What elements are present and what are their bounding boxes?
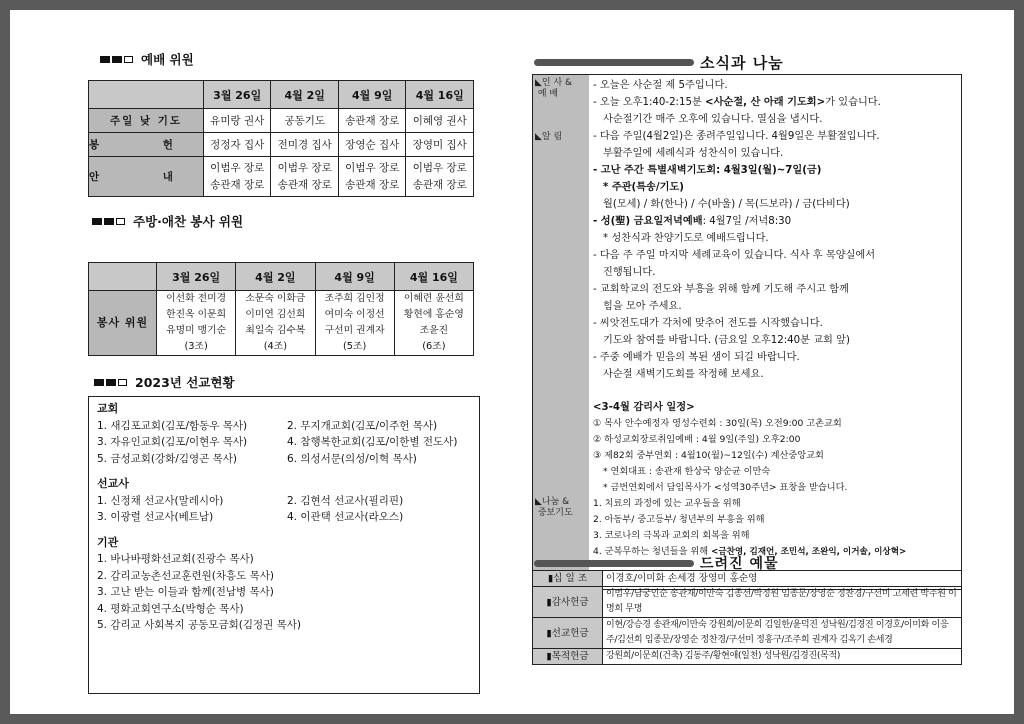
list-item: 1. 새김포교회(김포/함동우 목사) 2. 무지개교회(김포/이주헌 목사) (97, 419, 438, 432)
table-row: 봉 헌 정정자 집사 전미경 집사 장영순 집사 장영미 집사 (89, 133, 474, 157)
table-row: ▮선교헌금 이현/강승경 송관재/이만숙 강원희/이문희 김일한/윤덕진 성낙원/김경진 이경호/이미화 이응주/김선희 임종문/장영순 정찬경/구선미 정홍구/조주희 권계자 김옥기 손세경 (533, 618, 962, 649)
mission-section-title: 2023년 선교현황 (94, 371, 235, 393)
schedule-title: <3-4월 감리사 일정> (593, 402, 695, 413)
team-cell: 조주희 김인정 여미숙 이정선 구선미 권계자 (5조) (315, 291, 394, 356)
table-row: ▮감사헌금 이범우/남궁인순 송관재/이만숙 김종선/박정원 임종문/장영순 정찬경/구선미 고세련 박주원 이명희 무명 (533, 587, 962, 618)
list-item: 5. 감리교 사회복지 공동모금회(김정권 목사) (97, 619, 301, 631)
square-icon (104, 218, 114, 225)
table-row: ▮십 일 조 이경호/이미화 손세경 장영미 홍순영 (533, 571, 962, 587)
offering-table (532, 570, 962, 665)
worship-table (88, 80, 474, 197)
list-item: 1. 바나바평화선교회(진광수 목사) (97, 553, 254, 565)
team-cell: 이혜련 윤선희 황현에 홍순영 조윤진 (6조) (394, 291, 473, 356)
news-title-row (534, 52, 784, 73)
date-header: 4월 16일 (406, 81, 474, 109)
list-item: 3. 이광렬 선교사(베트남) 4. 이관택 선교사(라오스) (97, 511, 404, 523)
title-bar (534, 560, 694, 567)
team-cell: 이선화 전미경 한진옥 이문희 유명미 맹기순 (3조) (157, 291, 236, 356)
title-bar (534, 59, 694, 66)
news-box (532, 74, 962, 590)
date-header: 4월 9일 (338, 81, 406, 109)
square-outline-icon (118, 379, 127, 386)
square-icon (92, 218, 102, 225)
square-icon (94, 379, 104, 386)
side-label-invite: ◣인 사 & 예 배 (535, 78, 573, 99)
list-item: 3. 자유인교회(김포/이현우 목사) 4. 참행복한교회(김포/이한별 전도사) (97, 436, 458, 448)
date-header: 3월 26일 (157, 263, 236, 291)
square-icon (112, 56, 122, 63)
list-item: 4. 평화교회연구소(박형순 목사) (97, 602, 244, 615)
square-icon (100, 56, 110, 63)
news-title: 소식과 나눔 (700, 54, 784, 72)
kitchen-table (88, 262, 474, 356)
table-row: 안 내 이범우 장로 송관재 장로 이범우 장로 송관재 장로 이범우 장로 송관재 장로 이범우 장로 송관재 장로 (89, 157, 474, 197)
table-row: 주일 낮 기도 유미랑 권사 공동기도 송관재 장로 이혜영 권사 (89, 109, 474, 133)
side-label-share: ◣나눔 & 중보기도 (535, 497, 573, 518)
table-corner (89, 81, 204, 109)
worship-section-title: 예배 위원 (100, 48, 194, 70)
date-header: 3월 26일 (203, 81, 271, 109)
square-icon (106, 379, 116, 386)
table-row: ▮목적헌금 강원희/이문희(건축) 김동주/황현애(일천) 성낙원/김경진(목적) (533, 649, 962, 665)
table-corner (89, 263, 157, 291)
mission-box: 교회 1. 새김포교회(김포/함동우 목사) 2. 무지개교회(김포/이주헌 목사) 3. 자유인교회(김포/이현우 목사) 4. 참행복한교회(김포/이한별 전도사) 5. 금성교회(강화/김영곤 목사) 6. 의성서문(의성/이혁 목사) 선교사 1. 신정채 선교사(말레시아) 2. 김현석 선교사(필리핀) 3. 이광렬 선교사(베트남) 4. 이관택 선교사(라오스) 기관 1. 바나바평화선교회(진광수 목사) 2. 감리교농촌선교훈련원(차흥도 목사) 3. 고난 받는 이들과 함께(전남병 목사) 4. 평화교회연구소(박형순 목사) 5. 감리교 사회복지 공동모금회(김정권 목사) (88, 396, 480, 694)
kitchen-section-title: 주방·애찬 봉사 위원 (92, 210, 243, 232)
date-header: 4월 2일 (236, 263, 315, 291)
table-row: 봉사 위원 이선화 전미경 한진옥 이문희 유명미 맹기순 (3조) 소문숙 이화금 이미연 김선희 최일숙 김수복 (4조) 조주희 김인정 여미숙 이정선 구선미 권계자 (5조) 이혜련 윤선희 황현에 홍순영 조윤진 (6조) (89, 291, 474, 356)
date-header: 4월 16일 (394, 263, 473, 291)
side-label-notice: ◣알 림 (535, 132, 563, 142)
news-sidebar (533, 75, 589, 589)
list-item: 5. 금성교회(강화/김영곤 목사) 6. 의성서문(의성/이혁 목사) (97, 452, 417, 465)
news-content: - 오늘은 사순절 제 5주입니다. - 오늘 오후1:40-2:15분 <사순절, 산 아래 기도회>가 있습니다. 사순절기간 매주 오후에 있습니다. 열심을 냅시다. - 다음 주일(4월2일)은 종려주일입니다. 4월9일은 부활절입니다. 부활주일에 세례식과 성찬식이 있습니다. - 고난 주간 특별새벽기도회: 4월3일(월)~7일(금) * 주관(특송/기도) 월(모세) / 화(한나) / 수(바울) / 목(드보라) / 금(다비다) - 성(聖) 금요일저녁예배: 4월7일 /저녁8:30 * 성찬식과 찬양기도로 예배드립니다. - 다음 주 주일 마지막 세례교육이 있습니다. 식사 후 목양실에서 진행됩니다. - 교회학교의 전도와 부흥을 위해 함께 기도해 주시고 함께 힘을 모아 주세요. - 씨앗전도대가 각처에 맞추어 전도를 시작했습니다. 기도와 참여를 바랍니다. (금요일 오후12:40분 교회 앞) - 주중 예배가 믿음의 복된 샘이 되길 바랍니다. 사순절 새벽기도회를 작정해 보세요. <3-4월 감리사 일정> ① 목사 안수예정자 영성수련회 : 30일(목) 오전9:00 고촌교회 ② 하성교회장로취임예배 : 4월 9일(주일) 오후2:00 ③ 제82회 중부연회 : 4월10(월)~12일(수) 계산중앙교회 * 연회대표 : 송관재 한상국 양순균 이만숙 * 금번연회에서 담임목사가 <성역30주년> 표창을 받습니다. 1. 치료의 과정에 있는 교우들을 위해 2. 아동부/ 중고등부/ 청년부의 부흥을 위해 3. 코로나의 극복과 교회의 회복을 위해 4. 군복무하는 청년들을 위해 <금찬영, 김재언, 조민석, 조완익, 이거솔, 이상혁> (593, 77, 959, 560)
team-cell: 소문숙 이화금 이미연 김선희 최일숙 김수복 (4조) (236, 291, 315, 356)
list-item: 1. 신정채 선교사(말레시아) 2. 김현석 선교사(필리핀) (97, 494, 404, 507)
square-outline-icon (116, 218, 125, 225)
square-outline-icon (124, 56, 133, 63)
date-header: 4월 2일 (271, 81, 339, 109)
date-header: 4월 9일 (315, 263, 394, 291)
list-item: 3. 고난 받는 이들과 함께(전남병 목사) (97, 586, 274, 598)
list-item: 2. 감리교농촌선교훈련원(차흥도 목사) (97, 569, 275, 582)
offering-title: 드려진 예물 (700, 556, 779, 572)
